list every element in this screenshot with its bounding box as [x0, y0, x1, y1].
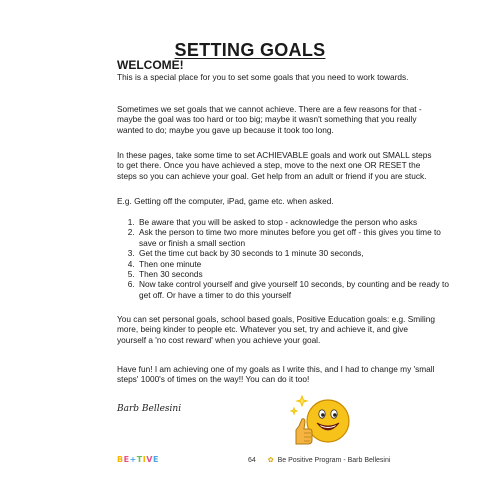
sparkle-icon: [291, 396, 308, 414]
steps-list: [117, 217, 455, 300]
bee-icon: ✿: [267, 457, 274, 464]
example-intro: E.g. Getting off the computer, iPad, game etc. when asked.: [117, 196, 334, 206]
page-footer: [248, 456, 390, 464]
footer-program-text: Be Positive Program - Barb Bellesini: [277, 457, 391, 464]
closing-paragraph: Have fun! I am achieving one of my goals as I write this, and I had to change my 'small steps' 1000's of times on the way!! You can do it too!: [117, 364, 435, 385]
list-item: 6. Now take control yourself and give yourself 10 seconds, by counting and be ready to get off. Or have a timer to do this yourself: [137, 279, 455, 300]
list-item: 3. Get the time cut back by 30 seconds to 1 minute 30 seconds,: [137, 248, 455, 258]
welcome-heading: WELCOME!: [117, 58, 184, 72]
list-item: 1. Be aware that you will be asked to stop - acknowledge the person who asks: [137, 217, 455, 227]
emoji-face: [307, 400, 349, 442]
signature: Barb Bellesini: [117, 404, 182, 414]
instructions-paragraph: In these pages, take some time to set ACHIEVABLE goals and work out SMALL steps to get there. Once you have achieved a step, move to the next one OR RESET the steps so you can achieve your goal. Get help from an adult or friend if you are stuck.: [117, 150, 432, 181]
intro-paragraph: This is a special place for you to set some goals that you need to work towards.: [117, 72, 409, 82]
reasons-paragraph: Sometimes we set goals that we cannot achieve. There are a few reasons for that - maybe the goal was too hard or too big; maybe it wasn't something that you really wanted to do; maybe you gave up because it took too long.: [117, 104, 422, 135]
list-item: 2. Ask the person to time two more minutes before you get off - this gives you time to save or finish a small section: [137, 227, 455, 248]
list-item: 4. Then one minute: [137, 259, 455, 269]
program-logo: BE+TIVE: [117, 455, 159, 464]
page-title: SETTING GOALS: [174, 40, 326, 60]
thumbs-up-smiley-icon: [284, 392, 356, 450]
list-item: 5. Then 30 seconds: [137, 269, 455, 279]
page-number: 64: [248, 457, 256, 464]
goals-paragraph: You can set personal goals, school based goals, Positive Education goals: e.g. Smiling more, being kinder to people etc. Whatever you set, try and achieve it, and give yourself a 'no cost reward' when you achieve your goal.: [117, 314, 435, 345]
